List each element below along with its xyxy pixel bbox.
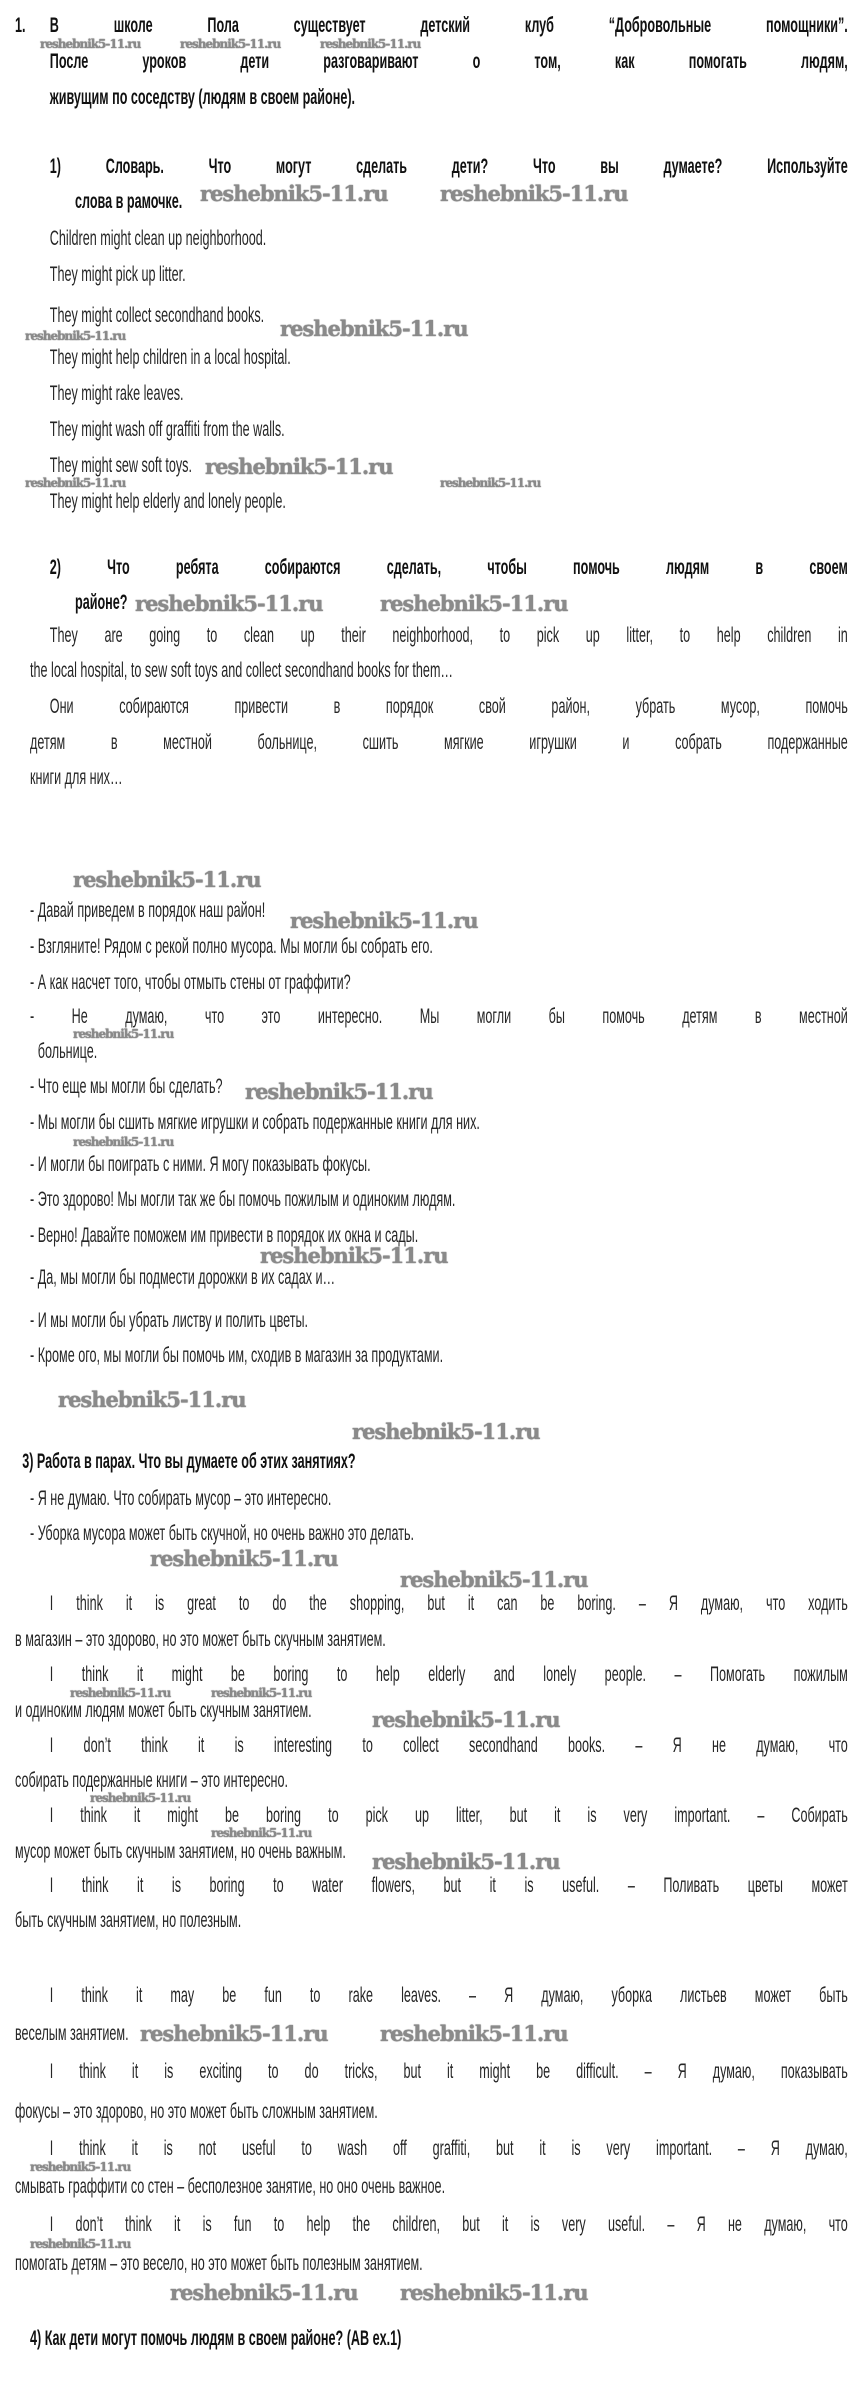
- opinion-line: помогать детям – это весело, но это может быть полезным занятием.: [15, 2252, 423, 2275]
- opinion-line: I think it is not useful to wash off graffiti, but it is very important. – Я думаю,: [49, 2137, 848, 2160]
- section1-heading: слова в рамочке.: [75, 190, 183, 213]
- watermark: reshebnik5-11.ru: [150, 1546, 338, 1571]
- opinion-line: смывать граффити со стен – бесполезное занятие, но оно очень важное.: [15, 2175, 446, 2198]
- watermark: reshebnik5-11.ru: [380, 2021, 568, 2046]
- section2-heading: районе?: [75, 591, 128, 614]
- dialogue-line: - И мы могли бы убрать листву и полить цветы.: [30, 1309, 309, 1332]
- section4-heading: 4) Как дети могут помочь людям в своем районе? (AB ex.1): [30, 2327, 402, 2350]
- opinion-line: быть скучным занятием, но полезным.: [15, 1909, 242, 1932]
- watermark: reshebnik5-11.ru: [290, 908, 478, 933]
- opinion-line: I don’t think it is interesting to collect secondhand books. – Я не думаю, что: [49, 1734, 848, 1757]
- pair-line: - Уборка мусора может быть скучной, но очень важно это делать.: [30, 1522, 415, 1545]
- dialogue-line: - Взгляните! Рядом с рекой полно мусора. Мы могли бы собрать его.: [30, 935, 433, 958]
- dialogue-line: больнице.: [37, 1040, 98, 1063]
- opinion-line: веселым занятием.: [15, 2022, 129, 2045]
- section3-heading: 3) Работа в парах. Что вы думаете об этих занятиях?: [22, 1450, 356, 1473]
- watermark: reshebnik5-11.ru: [40, 37, 141, 51]
- watermark: reshebnik5-11.ru: [380, 591, 568, 616]
- watermark: reshebnik5-11.ru: [58, 1387, 246, 1412]
- watermark: reshebnik5-11.ru: [245, 1079, 433, 1104]
- vocab-item: They might wash off graffiti from the walls.: [49, 418, 285, 441]
- watermark: reshebnik5-11.ru: [205, 454, 393, 479]
- watermark: reshebnik5-11.ru: [372, 1849, 560, 1874]
- opinion-line: в магазин – это здорово, но это может быть скучным занятием.: [15, 1628, 386, 1651]
- vocab-item: Children might clean up neighborhood.: [49, 227, 267, 250]
- watermark: reshebnik5-11.ru: [280, 316, 468, 341]
- vocab-item: They might sew soft toys.: [49, 454, 192, 477]
- opinion-line: собирать подержанные книги – это интересно.: [15, 1769, 288, 1792]
- dialogue-line: - Верно! Давайте поможем им привести в порядок их окна и сады.: [30, 1224, 419, 1247]
- watermark: reshebnik5-11.ru: [180, 37, 281, 51]
- english-answer-line: They are going to clean up their neighborhood, to pick up litter, to help children in: [49, 624, 848, 647]
- watermark: reshebnik5-11.ru: [440, 181, 628, 206]
- opinion-line: мусор может быть скучным занятием, но очень важным.: [15, 1840, 346, 1863]
- dialogue-line: - Кроме ого, мы могли бы помочь им, сходив в магазин за продуктами.: [30, 1344, 444, 1367]
- opinion-line: I think it is great to do the shopping, but it can be boring. – Я думаю, что ходить: [49, 1592, 848, 1615]
- watermark: reshebnik5-11.ru: [352, 1419, 540, 1444]
- watermark: reshebnik5-11.ru: [320, 37, 421, 51]
- watermark: reshebnik5-11.ru: [30, 2237, 131, 2251]
- watermark: reshebnik5-11.ru: [73, 1135, 174, 1149]
- watermark: reshebnik5-11.ru: [73, 1027, 174, 1041]
- watermark: reshebnik5-11.ru: [260, 1243, 448, 1268]
- watermark: reshebnik5-11.ru: [372, 1707, 560, 1732]
- russian-answer-line: книги для них…: [30, 766, 123, 789]
- pair-line: - Я не думаю. Что собирать мусор – это интересно.: [30, 1487, 332, 1510]
- watermark: reshebnik5-11.ru: [211, 1686, 312, 1700]
- watermark: reshebnik5-11.ru: [135, 591, 323, 616]
- vocab-item: They might rake leaves.: [49, 382, 184, 405]
- opinion-line: I think it might be boring to pick up litter, but it is very important. – Собирать: [49, 1804, 848, 1827]
- watermark: reshebnik5-11.ru: [211, 1826, 312, 1840]
- opinion-line: I think it may be fun to rake leaves. – Я думаю, уборка листьев может быть: [49, 1984, 848, 2007]
- opinion-line: I think it is exciting to do tricks, but it might be difficult. – Я думаю, показывать: [49, 2060, 848, 2083]
- watermark: reshebnik5-11.ru: [400, 1567, 588, 1592]
- dialogue-line: - Не думаю, что это интересно. Мы могли бы помочь детям в местной: [30, 1005, 848, 1028]
- section2-heading: 2) Что ребята собираются сделать, чтобы помочь людям в своем: [49, 556, 848, 579]
- watermark: reshebnik5-11.ru: [73, 867, 261, 892]
- dialogue-line: - Давай приведем в порядок наш район!: [30, 899, 266, 922]
- watermark: reshebnik5-11.ru: [70, 1686, 171, 1700]
- watermark: reshebnik5-11.ru: [170, 2280, 358, 2305]
- watermark: reshebnik5-11.ru: [90, 1791, 191, 1805]
- watermark: reshebnik5-11.ru: [30, 2160, 131, 2174]
- watermark: reshebnik5-11.ru: [140, 2021, 328, 2046]
- vocab-item: They might help children in a local hospital.: [49, 346, 291, 369]
- section1-heading: 1) Словарь. Что могут сделать дети? Что вы думаете? Используйте: [49, 155, 848, 178]
- opinion-line: I think it might be boring to help elderly and lonely people. – Помогать пожилым: [49, 1663, 848, 1686]
- russian-answer-line: детям в местной больнице, сшить мягкие игрушки и собрать подержанные: [30, 731, 848, 754]
- dialogue-line: - Это здорово! Мы могли так же бы помочь пожилым и одиноким людям.: [30, 1188, 456, 1211]
- vocab-item: They might pick up litter.: [49, 263, 186, 286]
- exercise-title-line: После уроков дети разговаривают о том, как помогать людям,: [49, 50, 848, 73]
- dialogue-line: - И могли бы поиграть с ними. Я могу показывать фокусы.: [30, 1153, 371, 1176]
- vocab-item: They might collect secondhand books.: [49, 304, 265, 327]
- dialogue-line: - А как насчет того, чтобы отмыть стены от граффити?: [30, 971, 351, 994]
- exercise-title-line: живущим по соседству (людям в своем районе).: [49, 86, 356, 109]
- watermark: reshebnik5-11.ru: [440, 476, 541, 490]
- exercise-number: 1.: [15, 14, 26, 37]
- opinion-line: I don’t think it is fun to help the children, but it is very useful. – Я не думаю, что: [49, 2213, 848, 2236]
- dialogue-line: - Мы могли бы сшить мягкие игрушки и собрать подержанные книги для них.: [30, 1111, 480, 1134]
- opinion-line: и одиноким людям может быть скучным занятием.: [15, 1699, 312, 1722]
- vocab-item: They might help elderly and lonely people.: [49, 490, 286, 513]
- english-answer-line: the local hospital, to sew soft toys and collect secondhand books for them…: [30, 659, 454, 682]
- watermark: reshebnik5-11.ru: [200, 181, 388, 206]
- dialogue-line: - Что еще мы могли бы сделать?: [30, 1075, 223, 1098]
- watermark: reshebnik5-11.ru: [25, 476, 126, 490]
- opinion-line: фокусы – это здорово, но это может быть сложным занятием.: [15, 2100, 378, 2123]
- watermark: reshebnik5-11.ru: [25, 329, 126, 343]
- russian-answer-line: Они собираются привести в порядок свой район, убрать мусор, помочь: [49, 695, 848, 718]
- watermark: reshebnik5-11.ru: [400, 2280, 588, 2305]
- dialogue-line: - Да, мы могли бы подмести дорожки в их садах и…: [30, 1266, 336, 1289]
- exercise-title-line: В школе Пола существует детский клуб “Добровольные помощники”.: [49, 14, 848, 37]
- opinion-line: I think it is boring to water flowers, but it is useful. – Поливать цветы может: [49, 1874, 848, 1897]
